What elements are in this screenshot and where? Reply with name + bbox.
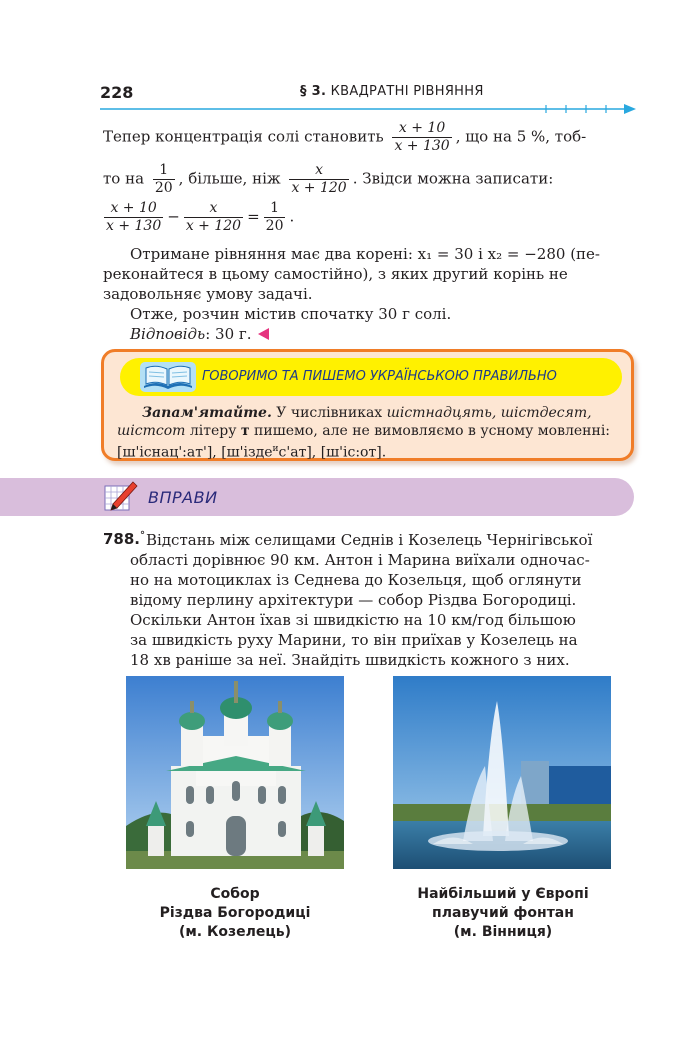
equation-fraction-3 xyxy=(264,200,286,235)
fraction-numerator: x + 10 xyxy=(110,200,157,216)
text-line-1-start: Тепер концентрація солі становить xyxy=(103,127,384,146)
fraction-1-over-20 xyxy=(153,162,175,197)
rule-line-1 xyxy=(142,404,592,422)
section-number: § 3. xyxy=(300,84,327,99)
roots-line-1: Отримане рівняння має два корені: x₁ = 30 і x₂ = −280 (пе- xyxy=(130,245,600,263)
fraction-denominator: 20 xyxy=(265,218,284,234)
caption-line: (м. Вінниця) xyxy=(453,924,553,940)
fraction-numerator: x xyxy=(315,162,324,178)
fraction-denominator: 20 xyxy=(154,180,173,196)
text-line-1 xyxy=(103,120,586,155)
transcription: [ш'існац':ат'], [ш'ізде xyxy=(117,444,273,461)
cathedral-photo xyxy=(126,676,344,869)
rule-word: шістсот xyxy=(117,423,186,439)
fraction-numerator: x xyxy=(209,200,218,216)
exercise-line: відому перлину архітектури — собор Різдва Богородиці. xyxy=(130,591,577,609)
fraction-numerator: x + 10 xyxy=(398,120,446,136)
text-line-2-end: . Звідси можна записати: xyxy=(352,169,554,188)
conclusion-line: Отже, розчин містив спочатку 30 г солі. xyxy=(130,305,452,323)
answer-label: Відповідь xyxy=(130,325,206,343)
open-book-icon xyxy=(138,358,198,394)
text-line-2-start: то на xyxy=(103,169,145,188)
caption-line: Різдва Богородиці xyxy=(159,905,311,921)
rule-banner xyxy=(120,358,622,396)
exercise-number xyxy=(103,530,145,548)
fountain-photo xyxy=(393,676,611,869)
rule-banner-title: ГОВОРИМО ТА ПИШЕМО УКРАЇНСЬКОЮ ПРАВИЛЬНО xyxy=(202,369,557,384)
fraction-numerator: 1 xyxy=(270,200,280,216)
page-number: 228 xyxy=(100,83,134,102)
roots-line-3: задовольняє умову задачі. xyxy=(103,285,313,303)
exercise-difficulty-mark: ° xyxy=(140,530,146,541)
fraction-denominator: x + 120 xyxy=(185,218,242,234)
section-title-text: КВАДРАТНІ РІВНЯННЯ xyxy=(330,84,484,99)
text-line-1-end: , що на 5 %, тоб- xyxy=(455,127,587,146)
rule-line-2 xyxy=(117,422,610,440)
caption-line: Найбільший у Європі xyxy=(417,886,589,902)
equation-fraction-1 xyxy=(104,200,163,235)
rule-text: літеру xyxy=(185,423,241,439)
transcription-end: с'ат], [ш'іс:от]. xyxy=(278,444,387,461)
exercise-line: Відстань між селищами Седнів і Козелець Чернігівської xyxy=(146,531,593,549)
equation-end: . xyxy=(289,207,295,226)
text-line-2-mid: , більше, ніж xyxy=(178,169,281,188)
exercise-line: області дорівнює 90 км. Антон і Марина виїхали одночас- xyxy=(130,551,590,569)
section-title xyxy=(300,84,484,99)
equation-equals: = xyxy=(247,207,260,226)
remember-label: Запам'ятайте. xyxy=(142,405,272,421)
fraction-denominator: x + 130 xyxy=(394,138,450,154)
rule-letter: т xyxy=(240,423,250,439)
caption-line: (м. Козелець) xyxy=(178,924,292,940)
text-line-2 xyxy=(103,162,553,197)
answer-value: : 30 г. xyxy=(205,325,252,343)
exercise-line: Оскільки Антон їхав зі швидкістю на 10 км/год більшою xyxy=(130,611,576,629)
exercise-line: 18 хв раніше за неї. Знайдіть швидкість кожного з них. xyxy=(130,651,570,669)
equation-fraction-2 xyxy=(184,200,243,235)
cathedral-caption xyxy=(110,885,360,942)
equation-minus: − xyxy=(167,207,180,226)
exercise-line: но на мотоциклах із Седнева до Козельця, щоб оглянути xyxy=(130,571,582,589)
rule-text: У числівниках xyxy=(271,405,387,421)
language-rule-box xyxy=(101,349,634,461)
fraction-x10-over-x130 xyxy=(392,120,451,155)
fraction-denominator: x + 130 xyxy=(106,218,162,234)
caption-line: Собор xyxy=(210,886,260,902)
pencil-grid-icon xyxy=(103,480,139,514)
caption-line: плавучий фонтан xyxy=(432,905,574,921)
triangle-left-icon xyxy=(258,328,269,340)
transcription-sup: и xyxy=(272,444,279,454)
rule-text: пишемо, але не вимовляємо в усному мовленні: xyxy=(249,423,611,439)
answer-line xyxy=(130,324,269,344)
exercises-title: ВПРАВИ xyxy=(148,488,218,507)
equation xyxy=(100,200,294,235)
fraction-numerator: 1 xyxy=(159,162,169,178)
rule-words: шістнадцять, шістдесят, xyxy=(386,405,592,421)
fraction-denominator: x + 120 xyxy=(291,180,347,196)
exercise-line: за швидкість руху Марини, то він приїхав у Козелець на xyxy=(130,631,578,649)
fraction-x-over-x120 xyxy=(289,162,348,197)
exercises-banner xyxy=(0,478,634,516)
fountain-caption xyxy=(378,885,628,942)
header-rule-arrow xyxy=(100,104,636,114)
roots-line-2: реконайтеся в цьому самостійно), з яких другий корінь не xyxy=(103,265,568,283)
exercise-number-text: 788. xyxy=(103,530,141,548)
rule-line-3 xyxy=(117,440,386,462)
